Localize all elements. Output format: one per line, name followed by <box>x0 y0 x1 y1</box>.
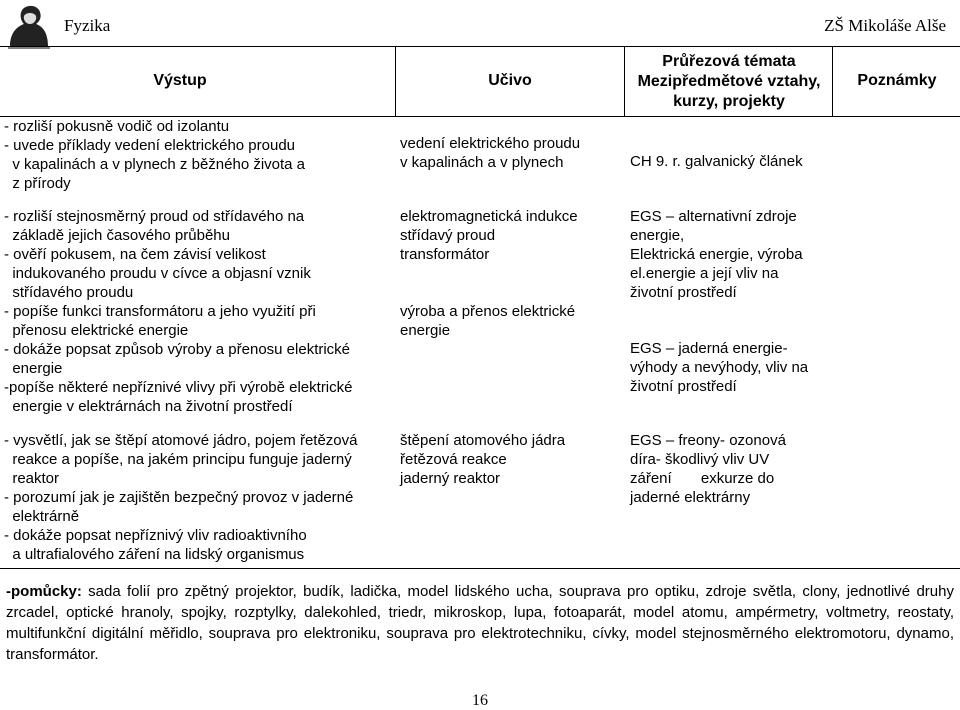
table-top-border <box>0 46 960 47</box>
column-header-poznamky: Poznámky <box>857 72 937 89</box>
column-header-ucivo: Učivo <box>488 72 532 89</box>
row2-temata-b: EGS – jaderná energie- výhody a nevýhody, vliv na životní prostředí <box>630 340 809 395</box>
row3-ucivo: štěpení atomového jádra řetězová reakce jaderný reaktor <box>400 432 566 487</box>
row1-temata: CH 9. r. galvanický článek <box>630 153 803 170</box>
row1-vystup: - rozliší pokusně vodič od izolantu - uvede příklady vedení elektrického proudu v kapalinách a v plynech z běžného života a z přírody <box>4 118 306 192</box>
tools-label: -pomůcky: <box>6 583 82 600</box>
row2-ucivo-a: elektromagnetická indukce střídavý proud transformátor <box>400 208 578 263</box>
row2-ucivo-b: výroba a přenos elektrické energie <box>400 303 576 339</box>
row2-temata-a: EGS – alternativní zdroje energie, Elektrická energie, výroba el.energie a její vliv na životní prostředí <box>630 208 803 301</box>
table-bottom-border <box>0 568 960 569</box>
page-number: 16 <box>472 692 488 709</box>
column-header-vystup: Výstup <box>153 72 207 89</box>
subject-title: Fyzika <box>64 16 111 35</box>
column-header-temata-line3: kurzy, projekty <box>673 93 785 110</box>
column-header-temata-line1: Průřezová témata <box>662 53 796 70</box>
row3-temata: EGS – freony- ozonová díra- škodlivý vliv UV záření exkurze do jaderné elektrárny <box>630 432 786 506</box>
tools-paragraph <box>6 581 954 665</box>
school-name: ZŠ Mikoláše Alše <box>824 16 946 35</box>
column-divider-1 <box>395 46 396 116</box>
column-header-temata-line2: Mezipředmětové vztahy, <box>637 73 821 90</box>
school-logo <box>4 2 54 50</box>
tools-text: sada folií pro zpětný projektor, budík, ladička, model lidského ucha, souprava pro optiku, zdroje světla, clony, jednotlivé druhy zrcadel, optické hranoly, spojky, rozptylky, dalekohled, triedr, mikroskop, lupa, fotoaparát, model atomu, ampérmetry, voltmetry, reostaty, multifunkční digitální měřidlo, souprava pro elektroniku, souprava pro elektrotechniku, cívky, model stejnosměrného elektromotoru, dynamo, transformátor. <box>6 583 954 663</box>
column-divider-2 <box>624 46 625 116</box>
row3-vystup: - vysvětlí, jak se štěpí atomové jádro, pojem řetězová reakce a popíše, na jakém principu funguje jaderný reaktor - porozumí jak je zajištěn bezpečný provoz v jaderné elektrárně - dokáže popsat nepříznivý vliv radioaktivního a ultrafialového záření na lidský organismus <box>4 432 358 563</box>
column-divider-3 <box>832 46 833 116</box>
row1-ucivo: vedení elektrického proudu v kapalinách a v plynech <box>400 135 581 171</box>
column-header-temata <box>626 52 832 112</box>
row2-vystup: - rozliší stejnosměrný proud od střídavého na základě jejich časového průběhu - ověří pokusem, na čem závisí velikost indukovaného proudu v cívce a objasní vznik střídavého proudu - popíše funkci transformátoru a jeho využití při přenosu elektrické energie - dokáže popsat způsob výroby a přenosu elektrické energie -popíše některé nepříznivé vlivy při výrobě elektrické energie v elektrárnách na životní prostředí <box>4 208 353 415</box>
